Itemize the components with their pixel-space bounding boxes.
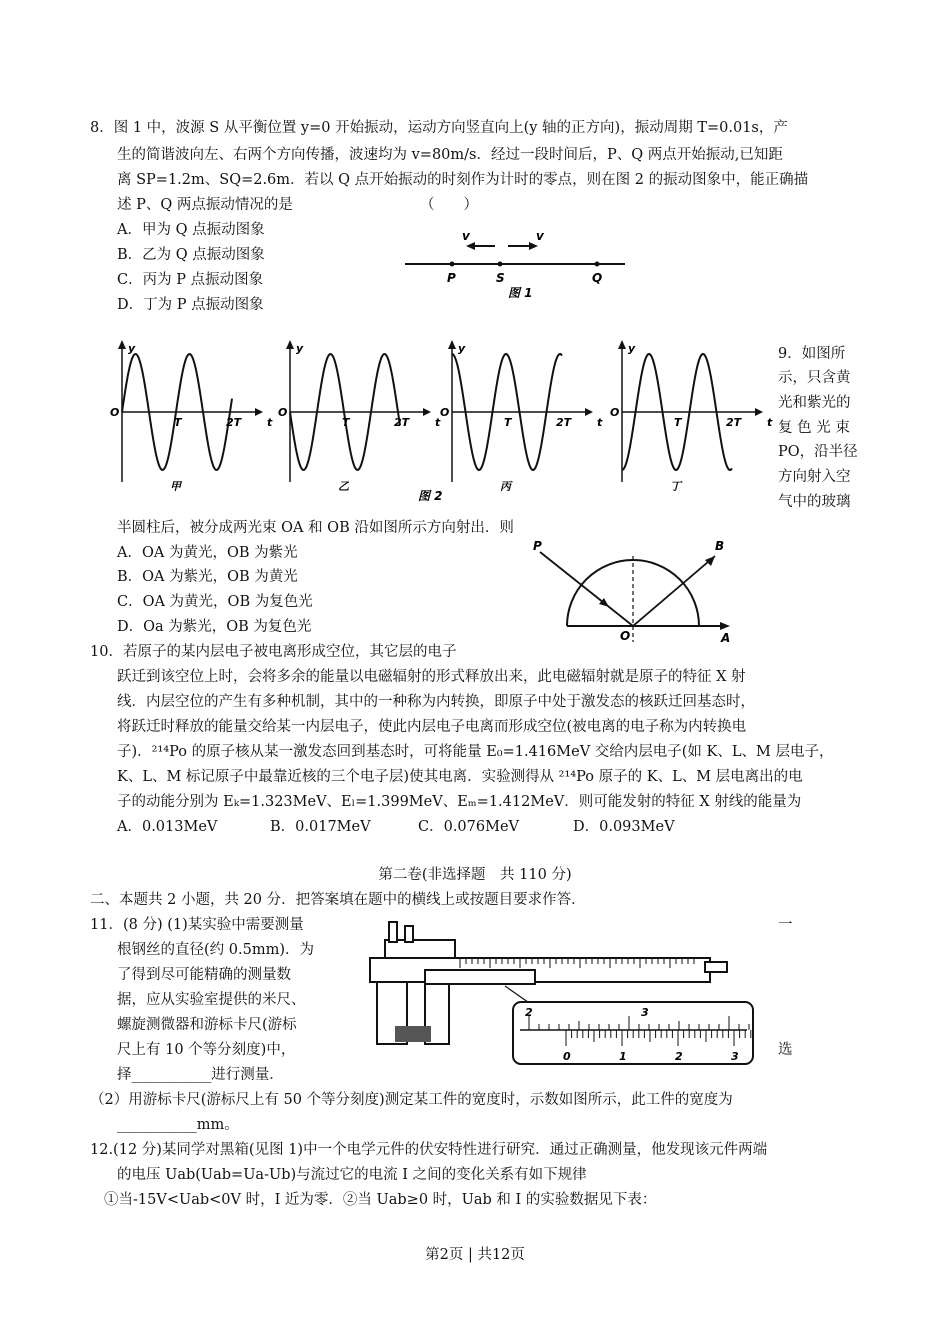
q10-option-d: D．0.093MeV xyxy=(573,819,675,835)
fig1-v-left: v xyxy=(462,229,470,243)
label-p: P xyxy=(533,539,542,553)
q8-answer-bracket: （ ） xyxy=(420,197,478,213)
ray-po xyxy=(540,552,633,626)
q9-option-a: A．OA 为黄光，OB 为紫光 xyxy=(117,545,298,561)
caliper-workpiece xyxy=(395,1026,431,1042)
q9-option-d: D．Oa 为紫光，OB 为复色光 xyxy=(117,619,312,635)
y-label: y xyxy=(628,342,636,355)
fig1-arrowhead-left xyxy=(466,242,475,250)
t-label: t xyxy=(597,416,603,429)
q8-line-1: 8．图 1 中，波源 S 从平衡位置 y=0 开始振动，运动方向竖直向上(y 轴的正方向)，振动周期 T=0.01s，产 xyxy=(90,120,788,136)
vernier-3: 3 xyxy=(731,1050,739,1063)
tick-T: T xyxy=(504,416,512,429)
q8-line-3: 离 SP=1.2m、SQ=2.6m．若以 Q 点开始振动的时刻作为计时的零点，则在图 2 的振动图象中，能正确描 xyxy=(117,172,809,188)
q10-line-1: 10．若原子的某内层电子被电离形成空位，其它层的电子 xyxy=(90,644,457,660)
fig1-point-s xyxy=(498,262,503,267)
q11-line-6: 尺上有 10 个等分刻度)中， xyxy=(117,1042,296,1058)
q11-right-yi: 一 xyxy=(778,917,793,933)
ray-ob-arrowhead xyxy=(705,556,715,566)
t-axis-arrow xyxy=(255,408,263,416)
graph-jia xyxy=(110,340,273,493)
origin-label: O xyxy=(278,406,288,419)
y-axis-arrow xyxy=(286,340,294,349)
y-label: y xyxy=(458,342,466,355)
fig2-caption: 图 2 xyxy=(418,489,443,503)
q11-part2: （2）用游标卡尺(游标尺上有 50 个等分刻度)测定某工件的宽度时，示数如图所示，此工件的宽度为 xyxy=(90,1092,733,1108)
q9-side-1: 9．如图所 xyxy=(778,346,846,362)
q8-option-d: D．丁为 P 点振动图象 xyxy=(117,297,264,313)
tick-2T: 2T xyxy=(394,416,410,429)
t-axis-arrow xyxy=(423,408,431,416)
q8-option-c: C．丙为 P 点振动图象 xyxy=(117,272,264,288)
q11-line-7: 择___________进行测量． xyxy=(117,1067,284,1083)
origin-label: O xyxy=(110,406,120,419)
caliper-upper-jaw-1 xyxy=(389,922,397,942)
vernier-2: 2 xyxy=(675,1050,683,1063)
main-scale-2: 2 xyxy=(525,1006,533,1019)
caliper-depth-rod xyxy=(705,962,727,972)
part2-title: 第二卷(非选择题 共 110 分) xyxy=(378,867,572,883)
tick-2T: 2T xyxy=(556,416,572,429)
q11-line-1: 11．(8 分) (1)某实验中需要测量 xyxy=(90,917,304,933)
q9-side-4: 复 色 光 束 xyxy=(778,420,850,436)
q11-line-5: 螺旋测微器和游标卡尺(游标 xyxy=(117,1017,297,1033)
q8-figure-1 xyxy=(400,222,640,312)
graph-name: 丁 xyxy=(670,480,681,493)
main-scale-3: 3 xyxy=(641,1006,649,1019)
q9-side-3: 光和紫光的 xyxy=(778,395,851,411)
graph-name: 乙 xyxy=(338,480,349,493)
tick-T: T xyxy=(174,416,182,429)
fig1-caption: 图 1 xyxy=(508,286,533,300)
q10-option-a: A．0.013MeV xyxy=(117,819,218,835)
q10-option-c: C．0.076MeV xyxy=(418,819,520,835)
q8-line-2: 生的简谐波向左、右两个方向传播，波速均为 v=80m/s．经过一段时间后，P、Q 两点开始振动,已知距 xyxy=(117,147,783,163)
q10-line-3: 线．内层空位的产生有多种机制，其中的一种称为内转换，即原子中处于激发态的核跃迁回基态时， xyxy=(117,694,755,710)
q8-figure-2 xyxy=(100,340,773,510)
fig1-label-p: P xyxy=(447,271,456,285)
t-label: t xyxy=(267,416,273,429)
y-axis-arrow xyxy=(118,340,126,349)
y-label: y xyxy=(296,342,304,355)
ray-oa-arrowhead xyxy=(720,622,730,630)
tick-T: T xyxy=(674,416,682,429)
q10-line-2: 跃迁到该空位上时，会将多余的能量以电磁辐射的形式释放出来，此电磁辐射就是原子的特征 X 射 xyxy=(117,669,746,685)
caliper-main-beam xyxy=(370,958,710,982)
tick-2T: 2T xyxy=(226,416,242,429)
q8-line-4: 述 P、Q 两点振动情况的是 xyxy=(117,197,293,213)
fig1-point-p xyxy=(450,262,455,267)
q9-continuation: 半圆柱后，被分成两光束 OA 和 OB 沿如图所示方向射出．则 xyxy=(117,520,514,536)
q10-line-5: 子)．²¹⁴Po 的原子核从某一激发态回到基态时，可将能量 E₀=1.416MeV 交给内层电子(如 K、L、M 层电子， xyxy=(117,744,834,760)
q11-right-xuan: 选 xyxy=(778,1042,793,1058)
fig1-v-right: v xyxy=(536,229,544,243)
q9-option-c: C．OA 为黄光，OB 为复色光 xyxy=(117,594,313,610)
page-footer: 第2页 | 共12页 xyxy=(425,1247,525,1263)
y-axis-arrow xyxy=(618,340,626,349)
t-label: t xyxy=(435,416,441,429)
graph-name: 丙 xyxy=(500,480,511,493)
tick-2T: 2T xyxy=(726,416,742,429)
origin-label: O xyxy=(610,406,620,419)
q9-side-7: 气中的玻璃 xyxy=(778,494,851,510)
q9-option-b: B．OA 为紫光，OB 为黄光 xyxy=(117,569,298,585)
y-axis-arrow xyxy=(448,340,456,349)
t-label: t xyxy=(767,416,773,429)
ray-ob xyxy=(633,556,715,626)
fig1-arrowhead-right xyxy=(529,242,538,250)
fig1-point-q xyxy=(595,262,600,267)
label-a: A xyxy=(721,631,731,645)
q12-line-1: 12.(12 分)某同学对黑箱(见图 1)中一个电学元件的伏安特性进行研究．通过正确测量，他发现该元件两端 xyxy=(90,1142,768,1158)
q9-semicircle-figure xyxy=(525,538,755,648)
origin-label: O xyxy=(440,406,450,419)
q9-side-6: 方向射入空 xyxy=(778,469,851,485)
q10-line-7: 子的动能分别为 Eₖ=1.323MeV、Eₗ=1.399MeV、Eₘ=1.412MeV．则可能发射的特征 X 射线的能量为 xyxy=(117,794,802,810)
tick-T: T xyxy=(342,416,350,429)
q12-line-2: 的电压 Uab(Uab=Ua-Ub)与流过它的电流 I 之间的变化关系有如下规律 xyxy=(117,1167,587,1183)
graph-bing xyxy=(440,340,603,493)
q12-line-3: ①当-15V<Uab<0V 时，I 近为零．②当 Uab≥0 时，Uab 和 I 的实验数据见下表： xyxy=(104,1192,657,1208)
caliper-upper-jaw-2 xyxy=(405,926,413,942)
graph-yi xyxy=(278,340,441,493)
q10-line-6: K、L、M 标记原子中最靠近核的三个电子层)使其电离．实验测得从 ²¹⁴Po 原子的 K、L、M 层电离出的电 xyxy=(117,769,803,785)
vernier-0: 0 xyxy=(563,1050,571,1063)
q9-side-5: PO，沿半径 xyxy=(778,444,858,460)
q9-side-2: 示，只含黄 xyxy=(778,370,851,386)
graph-ding xyxy=(610,340,773,493)
caliper-vernier-slider xyxy=(425,970,535,984)
q10-option-b: B．0.017MeV xyxy=(270,819,371,835)
q11-line-2: 根钢丝的直径(约 0.5mm)．为 xyxy=(117,942,314,958)
fig1-label-s: S xyxy=(496,271,505,285)
t-axis-arrow xyxy=(755,408,763,416)
y-label: y xyxy=(128,342,136,355)
q10-line-4: 将跃迁时释放的能量交给某一内层电子，使此内层电子电离而形成空位(被电离的电子称为内转换电 xyxy=(117,719,747,735)
label-o: O xyxy=(620,629,631,643)
q8-option-a: A．甲为 Q 点振动图象 xyxy=(117,222,265,238)
vernier-1: 1 xyxy=(619,1050,627,1063)
graph-name: 甲 xyxy=(170,480,181,493)
q8-option-b: B．乙为 Q 点振动图象 xyxy=(117,247,265,263)
fig1-label-q: Q xyxy=(592,271,603,285)
q11-line-4: 据，应从实验室提供的米尺、 xyxy=(117,992,306,1008)
label-b: B xyxy=(715,539,725,553)
q11-answer-line: ___________mm。 xyxy=(117,1117,239,1133)
part2-instruction: 二、本题共 2 小题，共 20 分．把答案填在题中的横线上或按题目要求作答． xyxy=(90,892,586,908)
q11-line-3: 了得到尽可能精确的测量数 xyxy=(117,967,291,983)
t-axis-arrow xyxy=(585,408,593,416)
q11-vernier-caliper-figure xyxy=(365,918,765,1068)
